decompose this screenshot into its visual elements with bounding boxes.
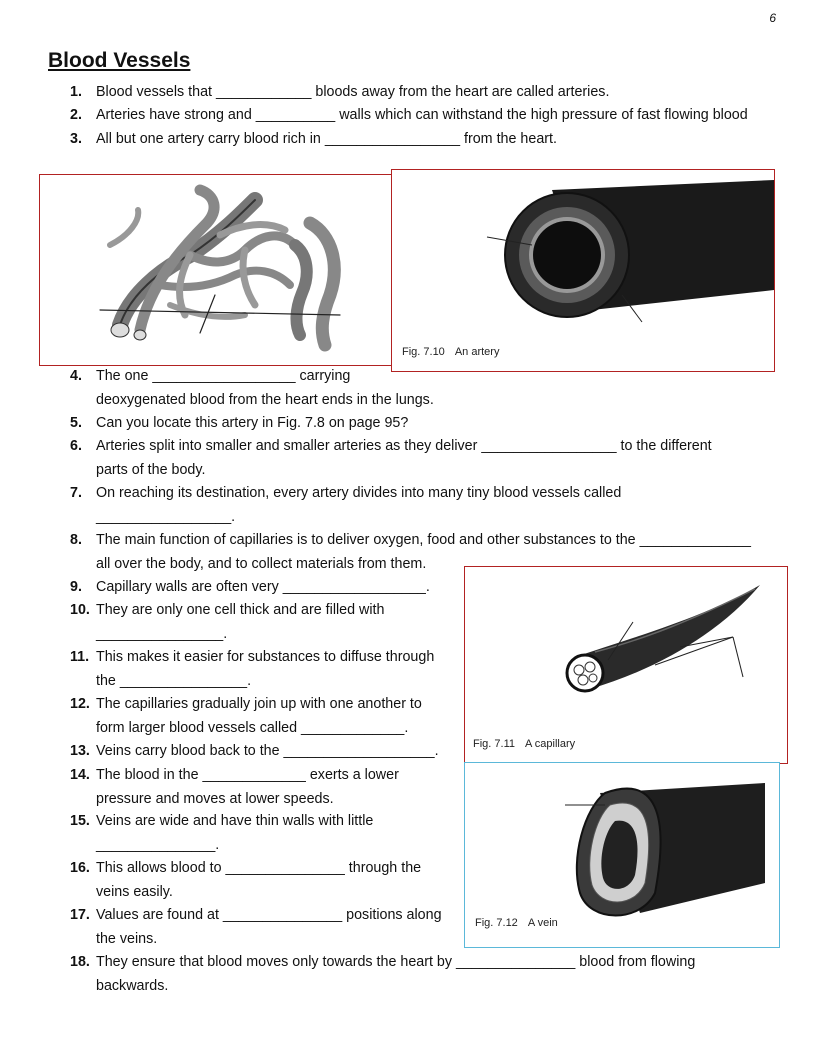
figure-caption	[475, 917, 558, 929]
question-number: 17.	[70, 907, 90, 923]
question-13	[70, 740, 439, 764]
figure-caption	[402, 346, 499, 358]
question-2	[70, 104, 748, 128]
question-text-cont: pressure and moves at lower speeds.	[96, 790, 334, 807]
question-16	[70, 857, 421, 904]
question-number: 1.	[70, 84, 82, 100]
question-number: 10.	[70, 602, 90, 618]
question-text: This makes it easier for substances to diffuse through	[96, 649, 435, 665]
question-text: This allows blood to _______________ through the	[96, 860, 422, 876]
question-text-cont: _______________.	[96, 836, 220, 853]
question-number: 11.	[70, 649, 90, 665]
question-9	[70, 576, 430, 600]
question-number: 9.	[70, 579, 82, 595]
question-text-cont: the veins.	[96, 930, 158, 947]
question-5	[70, 412, 408, 436]
figure-title: A capillary	[525, 738, 576, 750]
figure-label: Fig. 7.12	[475, 917, 518, 929]
question-3	[70, 128, 557, 152]
question-number: 12.	[70, 696, 90, 712]
question-text: The main function of capillaries is to deliver oxygen, food and other substances to the ______________	[96, 532, 751, 548]
question-text: Arteries split into smaller and smaller arteries as they deliver _________________ to the different	[96, 438, 712, 454]
question-text: Values are found at _______________ positions along	[96, 907, 442, 923]
question-text: The capillaries gradually join up with one another to	[96, 696, 422, 712]
question-number: 16.	[70, 860, 90, 876]
question-number: 8.	[70, 532, 82, 548]
figure-label: Fig. 7.10	[402, 346, 445, 358]
question-10	[70, 599, 384, 646]
figure-caption	[473, 738, 575, 750]
question-text-cont: form larger blood vessels called _____________.	[96, 719, 409, 736]
artery-network-drawing	[40, 175, 396, 365]
question-18	[70, 951, 695, 998]
question-text: They are only one cell thick and are filled with	[96, 602, 385, 618]
question-text: Veins are wide and have thin walls with little	[96, 813, 374, 829]
question-text-cont: deoxygenated blood from the heart ends in the lungs.	[96, 391, 434, 408]
page-title: Blood Vessels	[48, 49, 191, 72]
question-text-cont: _________________.	[96, 508, 236, 525]
question-17	[70, 904, 442, 951]
question-6	[70, 435, 712, 482]
question-15	[70, 810, 373, 857]
question-text-cont: ________________.	[96, 625, 228, 642]
question-text-cont: parts of the body.	[96, 461, 206, 478]
question-number: 18.	[70, 954, 90, 970]
question-text-cont: all over the body, and to collect materials from them.	[96, 555, 427, 572]
page-number: 6	[769, 11, 776, 25]
artery-drawing	[392, 170, 774, 371]
figure-artery	[391, 169, 775, 372]
question-1	[70, 81, 609, 105]
figure-artery-network	[39, 174, 397, 366]
question-text-cont: the ________________.	[96, 672, 252, 689]
question-number: 14.	[70, 767, 90, 783]
question-text: Blood vessels that ____________ bloods away from the heart are called arteries.	[96, 84, 610, 100]
question-text: On reaching its destination, every artery divides into many tiny blood vessels called	[96, 485, 622, 501]
question-text-cont: veins easily.	[96, 883, 173, 900]
question-text: Can you locate this artery in Fig. 7.8 on page 95?	[96, 415, 409, 431]
question-text: Veins carry blood back to the ___________________.	[96, 743, 439, 759]
capillary-drawing	[465, 567, 787, 763]
question-12	[70, 693, 422, 740]
question-number: 7.	[70, 485, 82, 501]
question-text: They ensure that blood moves only towards the heart by _______________ blood from flowing	[96, 954, 696, 970]
question-number: 3.	[70, 131, 82, 147]
question-text: Arteries have strong and __________ walls which can withstand the high pressure of fast flowing blood	[96, 107, 748, 123]
figure-label: Fig. 7.11	[473, 738, 515, 750]
question-text: The blood in the _____________ exerts a lower	[96, 767, 399, 783]
figure-title: A vein	[527, 917, 558, 929]
question-11	[70, 646, 434, 693]
question-number: 5.	[70, 415, 82, 431]
figure-capillary	[464, 566, 788, 764]
question-text: The one __________________ carrying	[96, 368, 351, 384]
question-number: 6.	[70, 438, 82, 454]
figure-title: An artery	[454, 346, 500, 358]
question-number: 4.	[70, 368, 82, 384]
figure-vein	[464, 762, 780, 948]
question-number: 2.	[70, 107, 82, 123]
question-7	[70, 482, 621, 529]
question-text-cont: backwards.	[96, 977, 169, 994]
question-number: 13.	[70, 743, 90, 759]
question-text: Capillary walls are often very __________________.	[96, 579, 430, 595]
question-text: All but one artery carry blood rich in _________________ from the heart.	[96, 131, 557, 147]
question-number: 15.	[70, 813, 90, 829]
question-14	[70, 764, 399, 811]
question-4	[70, 365, 434, 412]
